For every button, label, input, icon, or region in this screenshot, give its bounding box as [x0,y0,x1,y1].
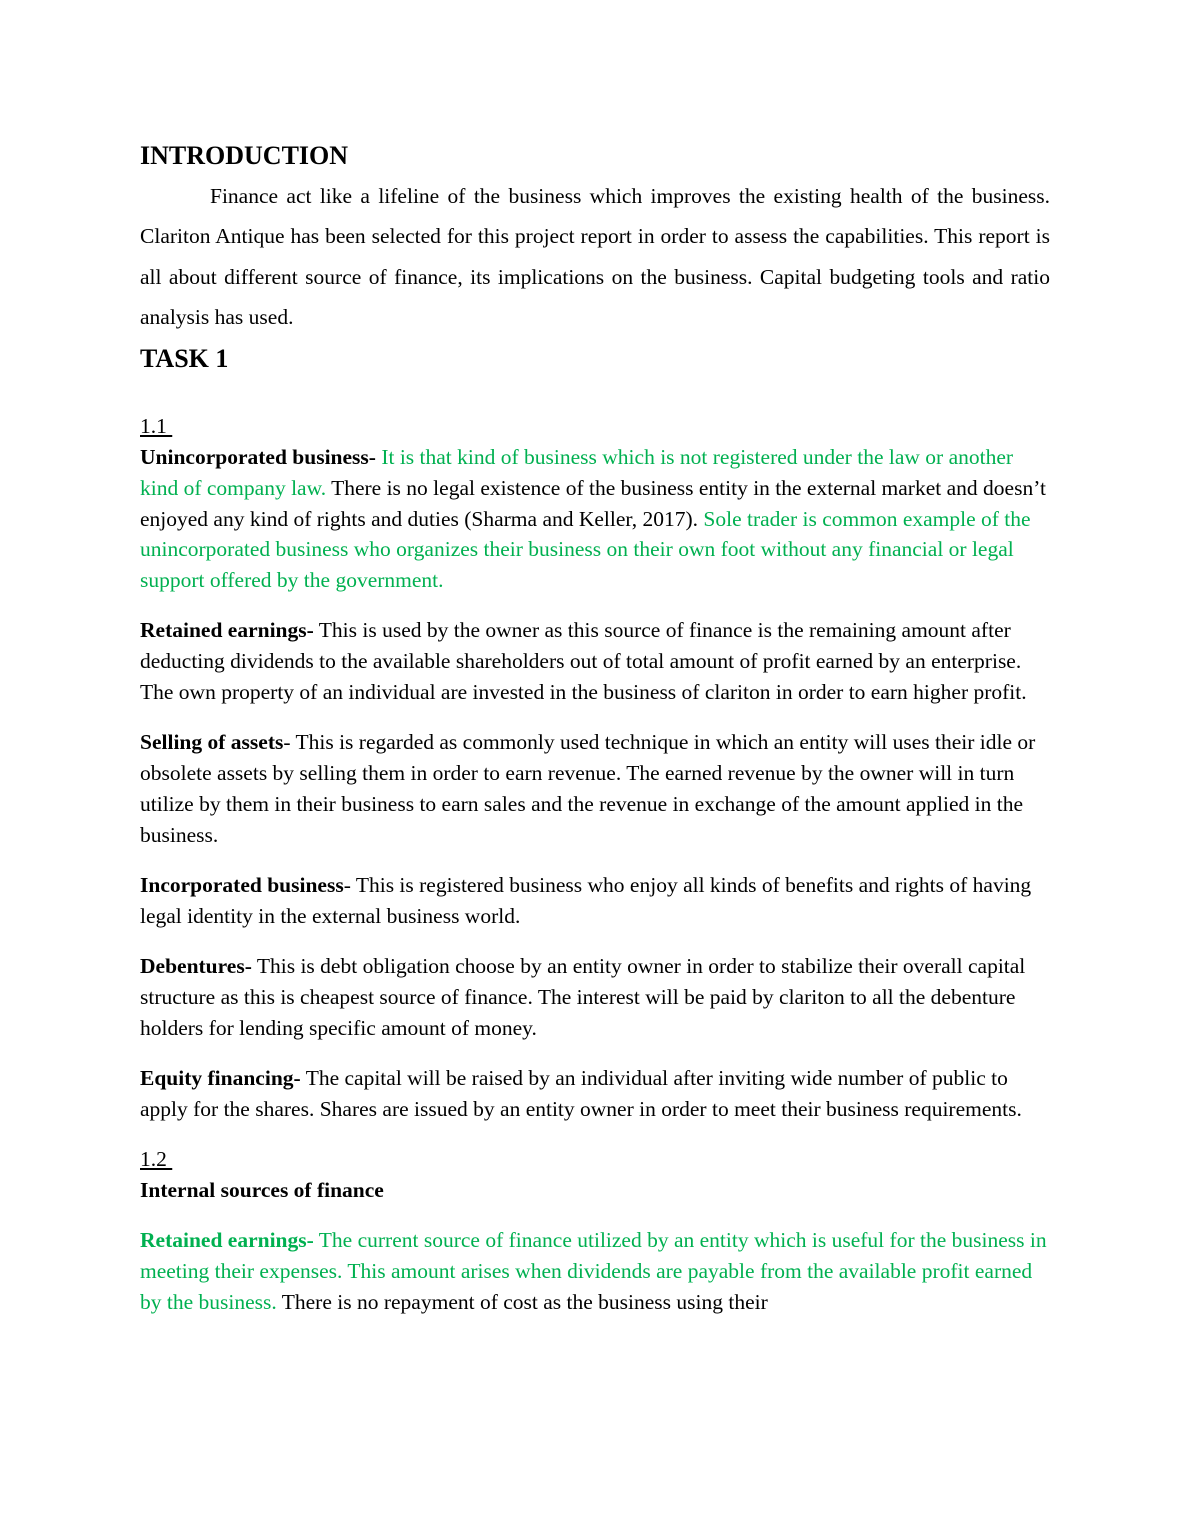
introduction-paragraph: Finance act like a lifeline of the business which improves the existing health of the business. Clariton Antique has been selected for this project report in order to assess the capabilities. This report is all about different source of finance, its implications on the business. Capital budgeting tools and ratio analysis has used. [140,184,1050,329]
equity-financing-text: The capital will be raised by an individual after inviting wide number of public to apply for the shares. Shares are issued by an entity owner in order to meet their business requirements. [140,1066,1022,1121]
internal-retained-black-text: There is no repayment of cost as the business using their [276,1289,768,1314]
incorporated-business-term: Incorporated business [140,873,344,898]
introduction-heading: INTRODUCTION [140,141,349,170]
internal-retained-earnings-term: Retained earnings- [140,1228,314,1253]
incorporated-business-text: - This is registered business who enjoy all kinds of benefits and rights of having legal identity in the external business world. [140,873,1032,928]
unincorporated-green-text-1: It is that kind of business which is not registered under the law or another kind of company law. [140,444,1014,500]
section-number-1-2: 1.2 [140,1147,173,1172]
internal-retained-green-text: The current source of finance utilized by an entity which is useful for the business in meeting their expenses. This amount arises when dividends are payable from the available profit earned by the business. [140,1228,1047,1314]
selling-of-assets-text: - This is regarded as commonly used technique in which an entity will uses their idle or obsolete assets by selling them in order to earn revenue. The earned revenue by the owner will in turn utilize by them in their business to earn sales and the revenue in exchange of the amount applied in the business. [140,730,1036,847]
internal-retained-earnings-paragraph [140,1225,1050,1317]
retained-earnings-paragraph [140,615,1050,707]
selling-of-assets-paragraph [140,727,1050,850]
debentures-paragraph [140,951,1050,1043]
internal-sources-heading [140,1175,1050,1206]
equity-financing-paragraph [140,1063,1050,1125]
section-number-1-1: 1.1 [140,414,173,439]
retained-earnings-text: This is used by the owner as this source of finance is the remaining amount after deducting dividends to the available shareholders out of total amount of profit earned by an enterprise. The own property of an individual are invested in the business of clariton in order to earn higher profit. [140,618,1027,705]
unincorporated-business-term: Unincorporated business- [140,444,376,469]
equity-financing-term: Equity financing- [140,1066,301,1091]
debentures-text: This is debt obligation choose by an entity owner in order to stabilize their overall capital structure as this is cheapest source of finance. The interest will be paid by clariton to all the debenture holders for lending specific amount of money. [140,954,1026,1040]
task-1-heading: TASK 1 [140,344,229,374]
internal-sources-heading-text: Internal sources of finance [140,1177,384,1202]
document-page [140,140,1050,1318]
selling-of-assets-term: Selling of assets [140,730,284,755]
unincorporated-green-text-2: Sole trader is common example of the unincorporated business who organizes their business on their own foot without any financial or legal support offered by the government. [140,506,1031,593]
unincorporated-black-text: There is no legal existence of the business entity in the external market and doesn’t enjoyed any kind of rights and duties (Sharma and Keller, 2017). [140,475,1046,531]
debentures-term: Debentures- [140,954,252,979]
unincorporated-business-paragraph [140,442,1050,596]
retained-earnings-term: Retained earnings- [140,618,314,643]
incorporated-business-paragraph [140,870,1050,932]
